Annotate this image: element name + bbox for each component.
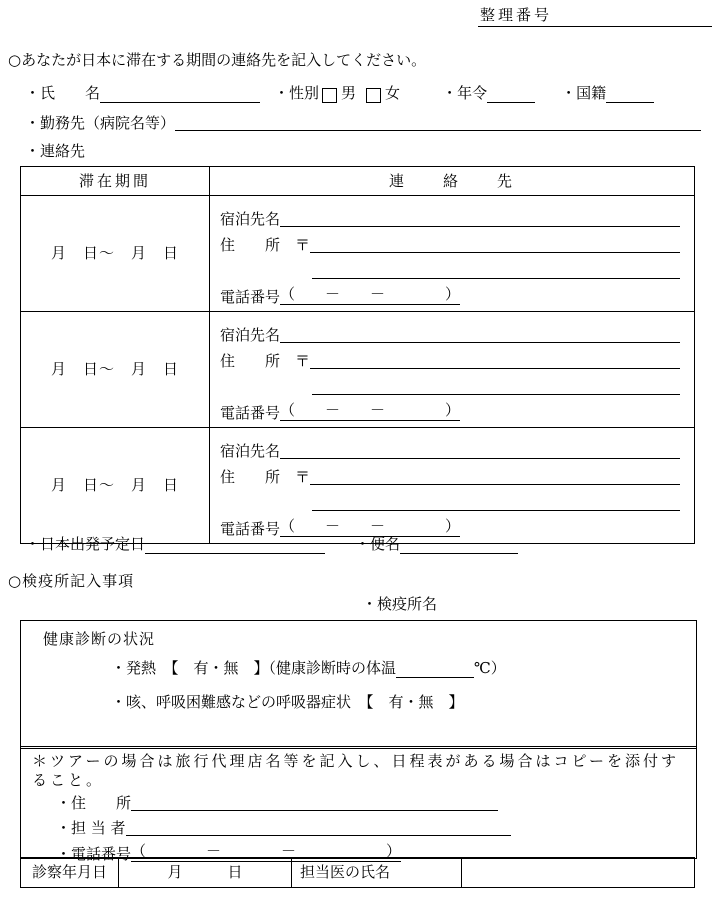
gender-male-label: 男 (341, 84, 357, 102)
accommodation-label: 宿泊先名 (220, 441, 281, 460)
departure-date-label: ・日本出発予定日 (25, 535, 146, 553)
fever-label: ・発熱 【 有・無 】（健康診断時の体温 (111, 659, 397, 677)
name-label: ・氏 名 (25, 84, 101, 102)
tour-phone-field[interactable]: （ － － ） (131, 841, 401, 862)
section1-title: ○あなたが日本に滞在する期間の連絡先を記入してください。 (8, 51, 427, 69)
stay-period-cell[interactable]: 月 日～ 月 日 (21, 196, 210, 312)
tour-address-label: ・住 所 (56, 794, 132, 812)
exam-date-field[interactable]: 月 日 (119, 858, 292, 888)
tour-phone-label: ・電話番号 (56, 845, 132, 863)
address-field-line2[interactable] (312, 276, 680, 279)
tour-note-line2: ること。 (32, 771, 105, 789)
contact-label: ・連絡先 (25, 142, 86, 160)
doctor-name-field[interactable] (462, 858, 695, 888)
address-field-line2[interactable] (312, 392, 680, 395)
exam-table-row (21, 858, 695, 888)
address-label: 住 所 〒 (220, 235, 311, 254)
temperature-field[interactable] (396, 661, 474, 679)
tour-note-line1: ＊ツアーの場合は旅行代理店名等を記入し、日程表がある場合はコピーを添付す (32, 752, 679, 770)
quarantine-office-label: ・検疫所名 (362, 595, 438, 613)
address-field[interactable] (310, 366, 680, 369)
health-status-box (20, 620, 697, 749)
workplace-label: ・勤務先（病院名等） (25, 114, 176, 132)
name-row (25, 83, 708, 103)
quarantine-section-title: ○検疫所記入事項 (8, 572, 135, 590)
phone-label: 電話番号 (220, 403, 281, 422)
stay-period-cell[interactable]: 月 日～ 月 日 (21, 312, 210, 428)
tour-person-label: ・担 当 者 (56, 819, 126, 837)
tour-info-box (20, 746, 697, 863)
table-row (21, 312, 695, 428)
stay-period-cell[interactable]: 月 日～ 月 日 (21, 428, 210, 544)
age-label: ・年令 (442, 84, 488, 102)
contact-table (20, 166, 695, 544)
contact-table-header-row (21, 167, 695, 196)
ref-number-label: 整理番号 (480, 6, 553, 24)
flight-field[interactable] (400, 537, 518, 555)
respiratory-label: ・咳、呼吸困難感などの呼吸器症状 【 有・無 】 (111, 693, 464, 711)
contact-cell (210, 428, 695, 544)
gender-male-checkbox[interactable] (322, 88, 337, 103)
address-label: 住 所 〒 (220, 467, 311, 486)
contact-header: 連 絡 先 (210, 167, 695, 196)
table-row (21, 196, 695, 312)
phone-label: 電話番号 (220, 287, 281, 306)
accommodation-label: 宿泊先名 (220, 209, 281, 228)
phone-field[interactable]: （ － － ） (280, 516, 460, 537)
table-row (21, 428, 695, 544)
tour-address-field[interactable] (131, 808, 498, 811)
phone-label: 電話番号 (220, 519, 281, 538)
name-field[interactable] (100, 86, 260, 104)
tour-person-row (56, 818, 511, 838)
contact-cell (210, 196, 695, 312)
gender-label: ・性別 (274, 84, 320, 102)
phone-field[interactable]: （ － － ） (280, 284, 460, 305)
workplace-row (25, 113, 701, 133)
accommodation-field[interactable] (280, 224, 680, 227)
address-field-line2[interactable] (312, 508, 680, 511)
accommodation-label: 宿泊先名 (220, 325, 281, 344)
doctor-name-header: 担当医の氏名 (292, 858, 462, 888)
flight-label: ・便名 (355, 535, 401, 553)
address-field[interactable] (310, 482, 680, 485)
accommodation-field[interactable] (280, 456, 680, 459)
health-box-title: 健康診断の状況 (43, 630, 156, 648)
accommodation-field[interactable] (280, 340, 680, 343)
address-field[interactable] (310, 250, 680, 253)
departure-row (25, 534, 518, 554)
workplace-field[interactable] (175, 128, 701, 131)
exam-date-header: 診察年月日 (21, 858, 119, 888)
fever-suffix: ℃） (474, 659, 506, 677)
phone-field[interactable]: （ － － ） (280, 400, 460, 421)
tour-person-field[interactable] (126, 833, 511, 836)
stay-period-header: 滞在期間 (21, 167, 210, 196)
tour-address-row (56, 793, 498, 813)
gender-female-label: 女 (385, 84, 401, 102)
departure-date-field[interactable] (145, 537, 325, 555)
nationality-label: ・国籍 (561, 84, 607, 102)
ref-number-field[interactable] (478, 5, 712, 27)
fever-row (111, 658, 506, 678)
age-field[interactable] (487, 86, 535, 104)
nationality-field[interactable] (606, 86, 654, 104)
gender-female-checkbox[interactable] (366, 88, 381, 103)
contact-cell (210, 312, 695, 428)
exam-table (20, 857, 695, 888)
address-label: 住 所 〒 (220, 351, 311, 370)
